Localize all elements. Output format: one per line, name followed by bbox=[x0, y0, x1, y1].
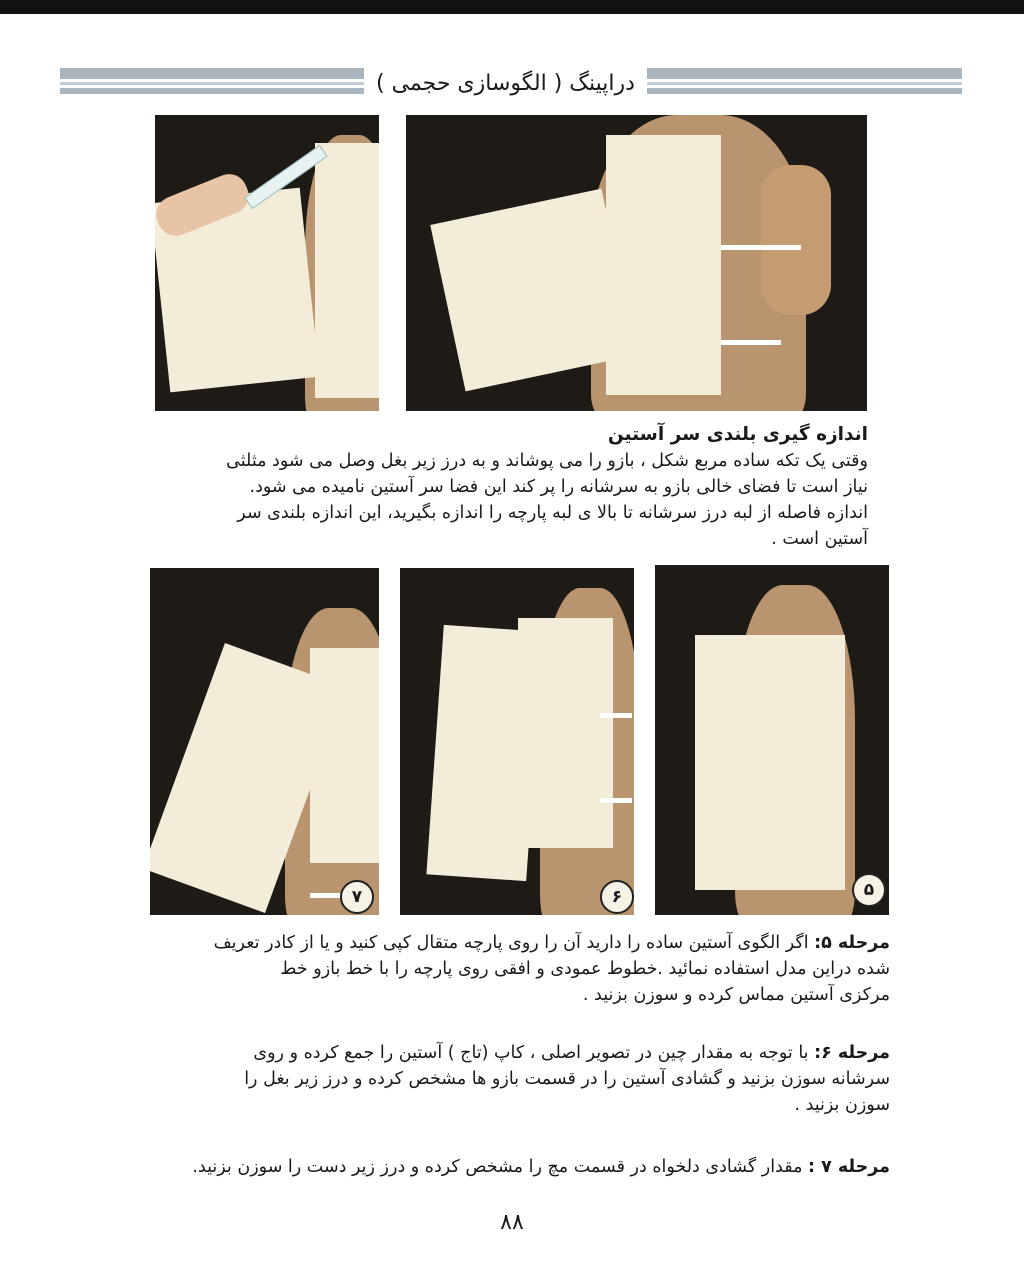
step-label: مرحله ۵: bbox=[814, 933, 890, 953]
photo-step-5 bbox=[655, 565, 889, 915]
tape-band bbox=[600, 713, 632, 718]
paragraph-line bbox=[150, 1040, 890, 1066]
paragraph-line: وقتی یک تکه ساده مربع شکل ، بازو را می پوشاند و به درز زیر بغل وصل می شود مثلثی bbox=[226, 451, 868, 471]
step-marker: ۶ bbox=[600, 880, 634, 914]
paragraph-line: مرکزی آستین مماس کرده و سوزن بزنید . bbox=[582, 985, 890, 1005]
paragraph-line: اندازه فاصله از لبه درز سرشانه تا بالا ی لبه پارچه را اندازه بگیرید، این اندازه بلندی سر bbox=[237, 503, 868, 523]
sleeve-muslin bbox=[430, 189, 637, 392]
tape-band bbox=[721, 245, 801, 250]
photo-measuring-sleeve-cap bbox=[155, 115, 379, 411]
paragraph-line: سرشانه سوزن بزنید و گشادی آستین را در قسمت بازو ها مشخص کرده و درز زیر بغل را bbox=[244, 1069, 890, 1089]
paragraph-line bbox=[150, 930, 890, 956]
bodice-muslin bbox=[315, 143, 379, 398]
photo-step-7 bbox=[150, 568, 379, 915]
step-text: مقدار گشادی دلخواه در قسمت مچ را مشخص کرده و درز زیر دست را سوزن بزنید. bbox=[192, 1157, 809, 1177]
page-number: ۸۸ bbox=[500, 1210, 524, 1235]
step-7-text bbox=[150, 1154, 890, 1180]
sleeve-muslin bbox=[426, 625, 543, 881]
paragraph-line: نیاز است تا فضای خالی بازو به سرشانه را پر کند این فضا سر آستین نامیده می شود. bbox=[249, 477, 868, 497]
paragraph-line: آستین است . bbox=[771, 529, 868, 549]
paragraph-line: شده دراین مدل استفاده نمائید .خطوط عمودی و افقی روی پارچه را با خط بازو خط bbox=[280, 959, 890, 979]
step-5-text bbox=[150, 930, 890, 1008]
step-marker: ٧ bbox=[340, 880, 374, 914]
step-label: مرحله ۷ : bbox=[808, 1157, 890, 1177]
form-arm bbox=[761, 165, 831, 315]
paragraph-line: سوزن بزنید . bbox=[794, 1095, 890, 1115]
step-text: با توجه به مقدار چین در تصویر اصلی ، کاپ (تاج ) آستین را جمع کرده و روی bbox=[253, 1043, 815, 1063]
step-6-text bbox=[150, 1040, 890, 1118]
step-marker: ۵ bbox=[852, 873, 886, 907]
page-header-title: دراپینگ ( الگوسازی حجمی ) bbox=[364, 62, 647, 106]
sleeve-muslin bbox=[695, 635, 845, 890]
step-text: اگر الگوی آستین ساده را دارید آن را روی پارچه متقال کپی کنید و یا از کادر تعریف bbox=[213, 933, 815, 953]
paragraph-line bbox=[150, 1154, 890, 1180]
section-heading: اندازه گیری بلندی سر آستین bbox=[607, 424, 868, 445]
tape-band bbox=[600, 798, 632, 803]
top-bar bbox=[0, 0, 1024, 14]
photo-step-6 bbox=[400, 568, 634, 915]
step-label: مرحله ۶: bbox=[814, 1043, 890, 1063]
photo-sleeve-pinned bbox=[406, 115, 867, 411]
sleeve-cap-section bbox=[150, 422, 868, 552]
tape-band bbox=[721, 340, 781, 345]
